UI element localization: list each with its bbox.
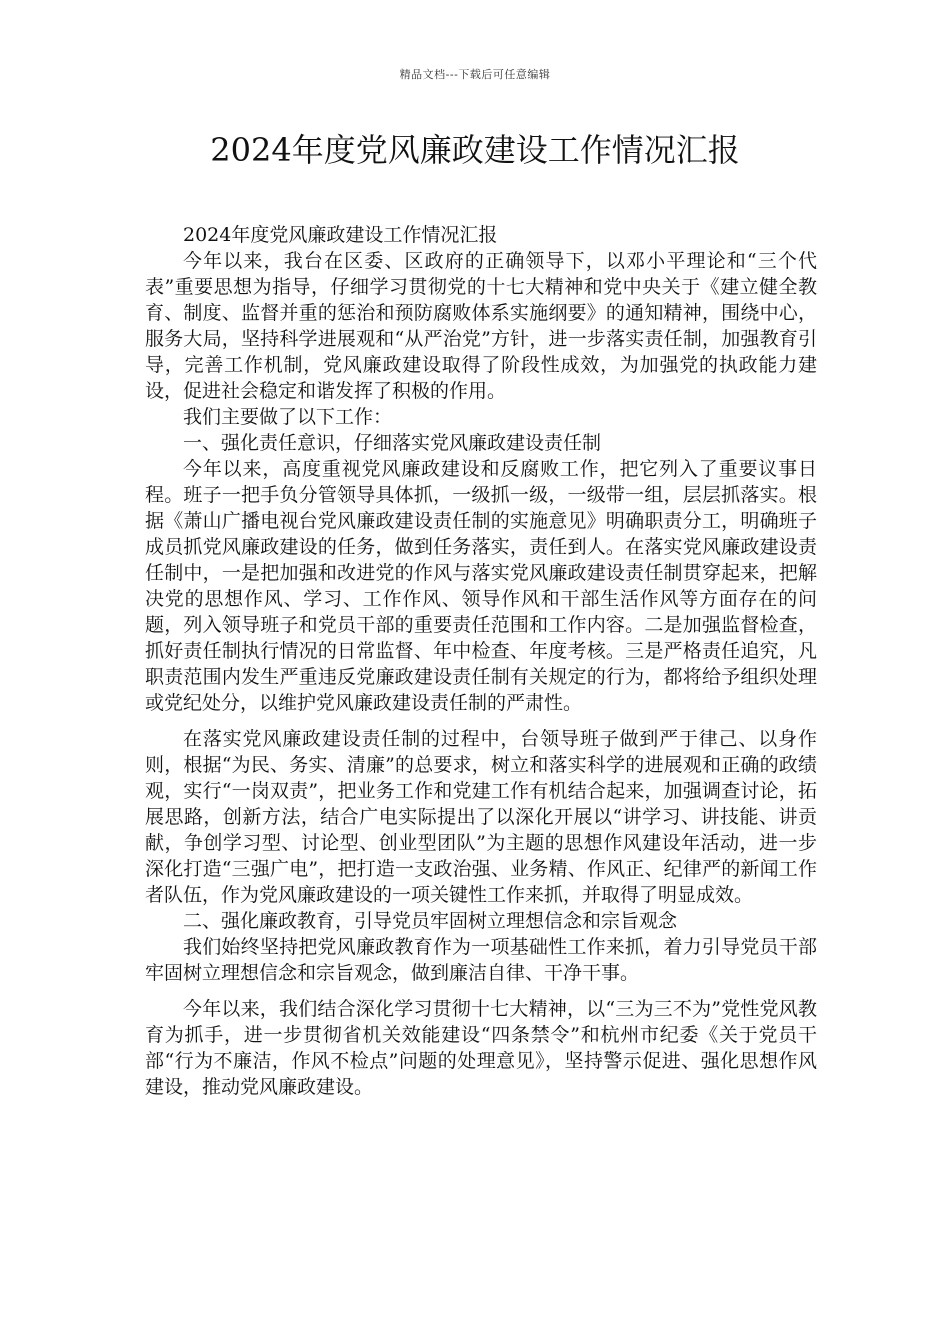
document-body [145, 222, 817, 1100]
paragraph-overview: 我们主要做了以下工作： [183, 406, 393, 428]
document-title: 2024年度党风廉政建设工作情况汇报 [210, 131, 740, 169]
paragraph-section-2a: 我们始终坚持把党风廉政教育作为一项基础性工作来抓，着力引导党员干部牢固树立理想信念和宗旨观念，做到廉洁自律、干净干事。 [145, 936, 817, 984]
page-header-note: 精品文档---下载后可任意编辑 [399, 68, 551, 81]
paragraph-section-1a: 今年以来，高度重视党风廉政建设和反腐败工作，把它列入了重要议事日程。班子一把手负分管领导具体抓，一级抓一级，一级带一组，层层抓落实。根据《萧山广播电视台党风廉政建设责任制的实施意见》明确职责分工，明确班子成员抓党风廉政建设的任务，做到任务落实，责任到人。在落实党风廉政建设责任制中，一是把加强和改进党的作风与落实党风廉政建设责任制贯穿起来，把解决党的思想作风、学习、工作作风、领导作风和干部生活作风等方面存在的问题，列入领导班子和党员干部的重要责任范围和工作内容。二是加强监督检查，抓好责任制执行情况的日常监督、年中检查、年度考核。三是严格责任追究，凡职责范围内发生严重违反党廉政建设责任制有关规定的行为，都将给予组织处理或党纪处分，以维护党风廉政建设责任制的严肃性。 [145, 458, 817, 714]
section-heading-2: 二、强化廉政教育，引导党员牢固树立理想信念和宗旨观念 [183, 910, 678, 932]
body-subtitle: 2024年度党风廉政建设工作情况汇报 [183, 224, 498, 246]
section-heading-1: 一、强化责任意识，仔细落实党风廉政建设责任制 [183, 432, 602, 454]
paragraph-intro: 今年以来，我台在区委、区政府的正确领导下，以邓小平理论和“三个代表”重要思想为指导，仔细学习贯彻党的十七大精神和党中央关于《建立健全教育、制度、监督并重的惩治和预防腐败体系实施纲要》的通知精神，围绕中心，服务大局，坚持科学进展观和“从严治党”方针，进一步落实责任制，加强教育引导，完善工作机制，党风廉政建设取得了阶段性成效，为加强党的执政能力建设，促进社会稳定和谐发挥了积极的作用。 [145, 250, 817, 402]
paragraph-section-2b: 今年以来，我们结合深化学习贯彻十七大精神，以“三为三不为”党性党风教育为抓手，进一步贯彻省机关效能建设“四条禁令”和杭州市纪委《关于党员干部“行为不廉洁，作风不检点”问题的处理意见》，坚持警示促进、强化思想作风建设，推动党风廉政建设。 [145, 998, 817, 1098]
paragraph-section-1b: 在落实党风廉政建设责任制的过程中，台领导班子做到严于律己、以身作则，根据“为民、务实、清廉”的总要求，树立和落实科学的进展观和正确的政绩观，实行“一岗双责”，把业务工作和党建工作有机结合起来，加强调查讨论，拓展思路，创新方法，结合广电实际提出了以深化开展以“讲学习、讲技能、讲贡献，争创学习型、讨论型、创业型团队”为主题的思想作风建设年活动，进一步深化打造“三强广电”，把打造一支政治强、业务精、作风正、纪律严的新闻工作者队伍，作为党风廉政建设的一项关键性工作来抓，并取得了明显成效。 [145, 728, 817, 906]
